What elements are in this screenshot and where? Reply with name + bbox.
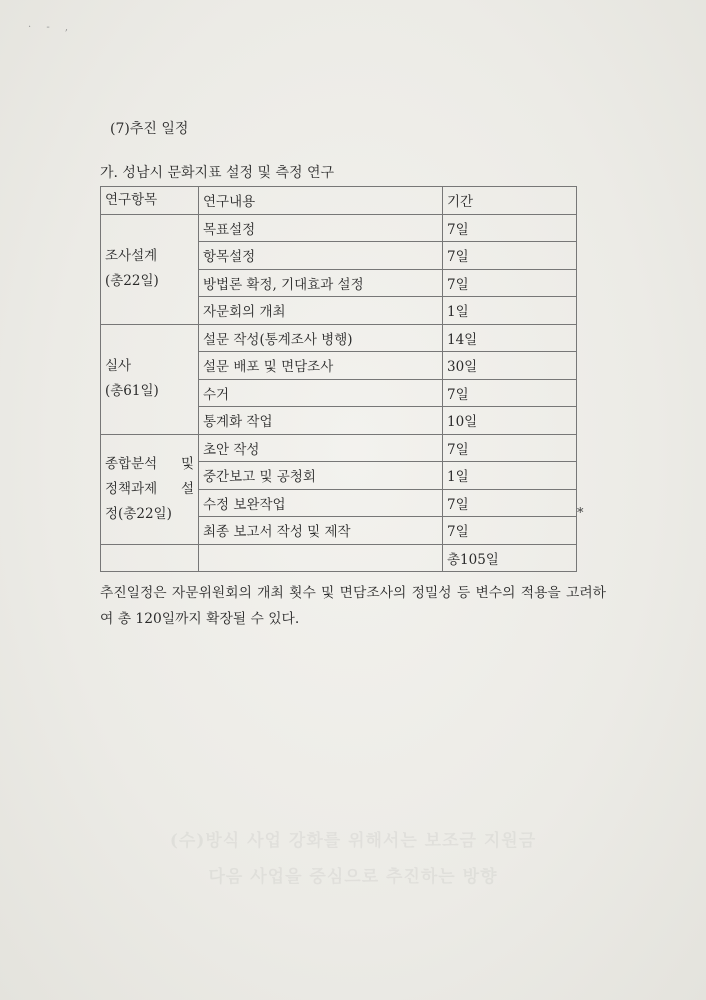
scan-mark: · - , (28, 22, 75, 33)
category-cell-analysis (101, 434, 199, 544)
period-cell: 1일 (443, 297, 577, 325)
section-heading: (7)추진 일정 (110, 121, 189, 137)
period-cell: 14일 (443, 324, 577, 352)
total-row (101, 544, 577, 572)
content-cell: 중간보고 및 공청회 (199, 462, 443, 490)
period-cell: 10일 (443, 407, 577, 435)
period-cell: 7일 (443, 434, 577, 462)
period-cell: 7일 (443, 242, 577, 270)
period-cell: 7일 (443, 489, 577, 517)
period-cell: 7일 (443, 379, 577, 407)
content-cell: 수정 보완작업 (199, 489, 443, 517)
category-cell-fieldwork: 실사 (총61일) (101, 324, 199, 434)
category-line: 종합분석 및 (105, 455, 194, 472)
table-row (101, 324, 577, 352)
period-cell: 7일 (443, 269, 577, 297)
period-cell: 7일 (443, 517, 577, 545)
category-cell-survey-design: 조사설계 (총22일) (101, 214, 199, 324)
content-cell: 최종 보고서 작성 및 제작 (199, 517, 443, 545)
content-cell: 초안 작성 (199, 434, 443, 462)
content-cell: 수거 (199, 379, 443, 407)
table-row (101, 214, 577, 242)
content-cell: 항목설정 (199, 242, 443, 270)
content-cell: 목표설정 (199, 214, 443, 242)
period-cell: 7일 (443, 214, 577, 242)
content-cell: 설문 배포 및 면담조사 (199, 352, 443, 380)
category-line: 정책과제 설 (105, 480, 194, 497)
header-cell-content: 연구내용 (199, 187, 443, 215)
bleed-through-text: 다음 사업을 중심으로 추진하는 방향 (208, 867, 498, 887)
schedule-note: 추진일정은 자문위원회의 개최 횟수 및 면담조사의 정밀성 등 변수의 적용을 고려하여 총 120일까지 확장될 수 있다. (100, 585, 606, 627)
table-row (101, 434, 577, 462)
margin-mark: * (577, 506, 584, 521)
header-cell-item: 연구항목 (101, 187, 199, 215)
subsection-heading: 가. 성남시 문화지표 설정 및 측정 연구 (100, 165, 335, 181)
total-cell: 총105일 (443, 544, 577, 572)
category-line: 정(총22일) (105, 505, 172, 522)
content-cell: 방법론 확정, 기대효과 설정 (199, 269, 443, 297)
header-cell-period: 기간 (443, 187, 577, 215)
content-cell: 자문회의 개최 (199, 297, 443, 325)
schedule-table (100, 186, 577, 572)
total-empty-cell (199, 544, 443, 572)
content-cell: 통계화 작업 (199, 407, 443, 435)
bleed-through-text: (수)방식 사업 강화를 위해서는 보조금 지원금 (169, 831, 537, 851)
period-cell: 1일 (443, 462, 577, 490)
total-empty-cell (101, 544, 199, 572)
table-header-row (101, 187, 577, 215)
content-cell: 설문 작성(통계조사 병행) (199, 324, 443, 352)
period-cell: 30일 (443, 352, 577, 380)
